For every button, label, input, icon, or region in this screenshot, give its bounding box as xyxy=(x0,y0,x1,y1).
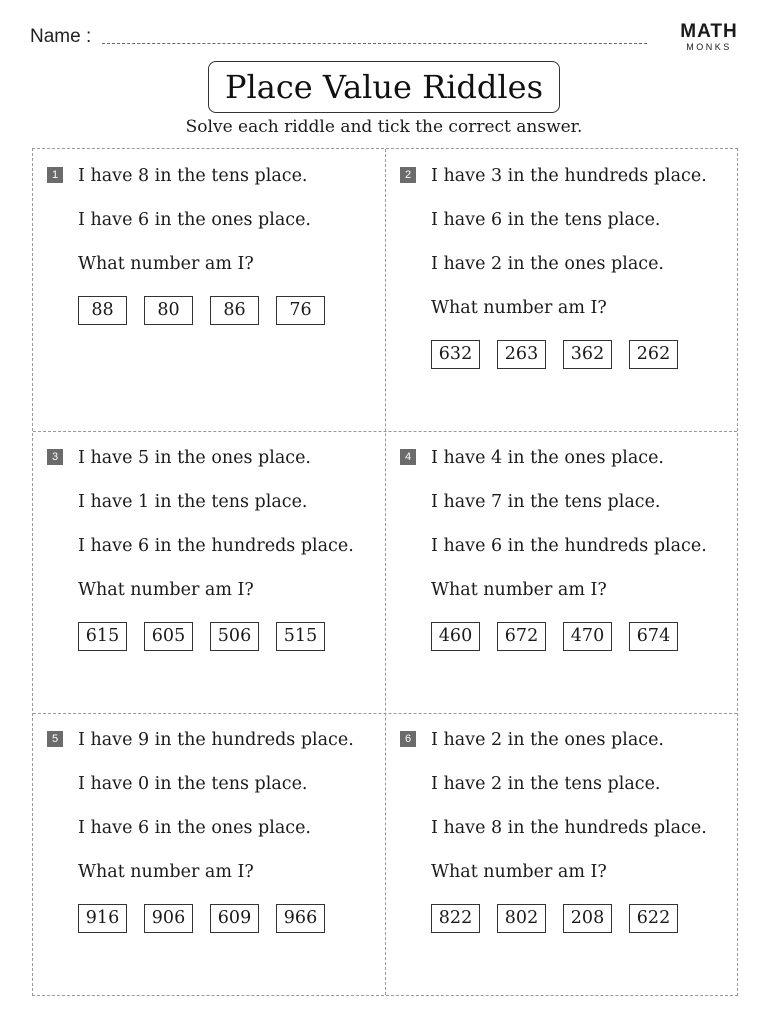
answer-option-box[interactable]: 672 xyxy=(497,622,546,651)
riddle-number-badge: 5 xyxy=(47,731,63,747)
clue-text: I have 0 in the tens place. xyxy=(78,774,308,794)
riddle-number-badge: 2 xyxy=(400,167,416,183)
math-monks-logo xyxy=(678,22,740,53)
riddle-number-badge: 6 xyxy=(400,731,416,747)
answer-option-box[interactable]: 906 xyxy=(144,904,193,933)
answer-options xyxy=(78,296,378,325)
question-text: What number am I? xyxy=(78,862,254,882)
answer-option-box[interactable]: 966 xyxy=(276,904,325,933)
clue-text: I have 2 in the tens place. xyxy=(431,774,661,794)
instructions: Solve each riddle and tick the correct answer. xyxy=(185,117,583,137)
clue-text: I have 6 in the hundreds place. xyxy=(78,536,354,556)
answer-option-box[interactable]: 916 xyxy=(78,904,127,933)
clue-text: I have 8 in the hundreds place. xyxy=(431,818,707,838)
answer-option-box[interactable]: 822 xyxy=(431,904,480,933)
page-title: Place Value Riddles xyxy=(225,68,543,106)
answer-option-box[interactable]: 86 xyxy=(210,296,259,325)
clue-text: I have 6 in the hundreds place. xyxy=(431,536,707,556)
clue-text: I have 3 in the hundreds place. xyxy=(431,166,707,186)
logo-main-text: MATH xyxy=(680,21,738,42)
question-text: What number am I? xyxy=(431,862,607,882)
grid-divider-vertical xyxy=(385,149,386,995)
answer-option-box[interactable]: 506 xyxy=(210,622,259,651)
answer-option-box[interactable]: 605 xyxy=(144,622,193,651)
answer-options xyxy=(431,622,731,651)
name-input-line[interactable] xyxy=(102,43,647,44)
logo-sub-text: MONKS xyxy=(686,42,732,52)
answer-option-box[interactable]: 515 xyxy=(276,622,325,651)
clue-text: I have 1 in the tens place. xyxy=(78,492,308,512)
clue-text: I have 2 in the ones place. xyxy=(431,730,664,750)
answer-option-box[interactable]: 802 xyxy=(497,904,546,933)
answer-option-box[interactable]: 470 xyxy=(563,622,612,651)
answer-option-box[interactable]: 362 xyxy=(563,340,612,369)
answer-options xyxy=(78,622,378,651)
clue-text: I have 5 in the ones place. xyxy=(78,448,311,468)
answer-option-box[interactable]: 460 xyxy=(431,622,480,651)
answer-option-box[interactable]: 80 xyxy=(144,296,193,325)
clue-text: I have 6 in the ones place. xyxy=(78,210,311,230)
question-text: What number am I? xyxy=(78,254,254,274)
name-label: Name : xyxy=(30,26,92,47)
riddle-number-badge: 1 xyxy=(47,167,63,183)
answer-option-box[interactable]: 88 xyxy=(78,296,127,325)
answer-option-box[interactable]: 609 xyxy=(210,904,259,933)
name-row xyxy=(30,26,630,50)
answer-options xyxy=(431,904,731,933)
clue-text: I have 9 in the hundreds place. xyxy=(78,730,354,750)
answer-option-box[interactable]: 632 xyxy=(431,340,480,369)
answer-option-box[interactable]: 208 xyxy=(563,904,612,933)
clue-text: I have 6 in the ones place. xyxy=(78,818,311,838)
answer-option-box[interactable]: 263 xyxy=(497,340,546,369)
answer-option-box[interactable]: 262 xyxy=(629,340,678,369)
answer-option-box[interactable]: 622 xyxy=(629,904,678,933)
riddle-number-badge: 3 xyxy=(47,449,63,465)
clue-text: I have 6 in the tens place. xyxy=(431,210,661,230)
answer-options xyxy=(78,904,378,933)
clue-text: I have 2 in the ones place. xyxy=(431,254,664,274)
clue-text: I have 8 in the tens place. xyxy=(78,166,308,186)
question-text: What number am I? xyxy=(78,580,254,600)
clue-text: I have 7 in the tens place. xyxy=(431,492,661,512)
question-text: What number am I? xyxy=(431,298,607,318)
title-box xyxy=(208,61,560,113)
grid-divider-horizontal xyxy=(33,713,737,714)
answer-option-box[interactable]: 674 xyxy=(629,622,678,651)
question-text: What number am I? xyxy=(431,580,607,600)
answer-option-box[interactable]: 76 xyxy=(276,296,325,325)
answer-option-box[interactable]: 615 xyxy=(78,622,127,651)
answer-options xyxy=(431,340,731,369)
riddle-number-badge: 4 xyxy=(400,449,416,465)
riddle-grid xyxy=(32,148,738,996)
clue-text: I have 4 in the ones place. xyxy=(431,448,664,468)
grid-divider-horizontal xyxy=(33,431,737,432)
